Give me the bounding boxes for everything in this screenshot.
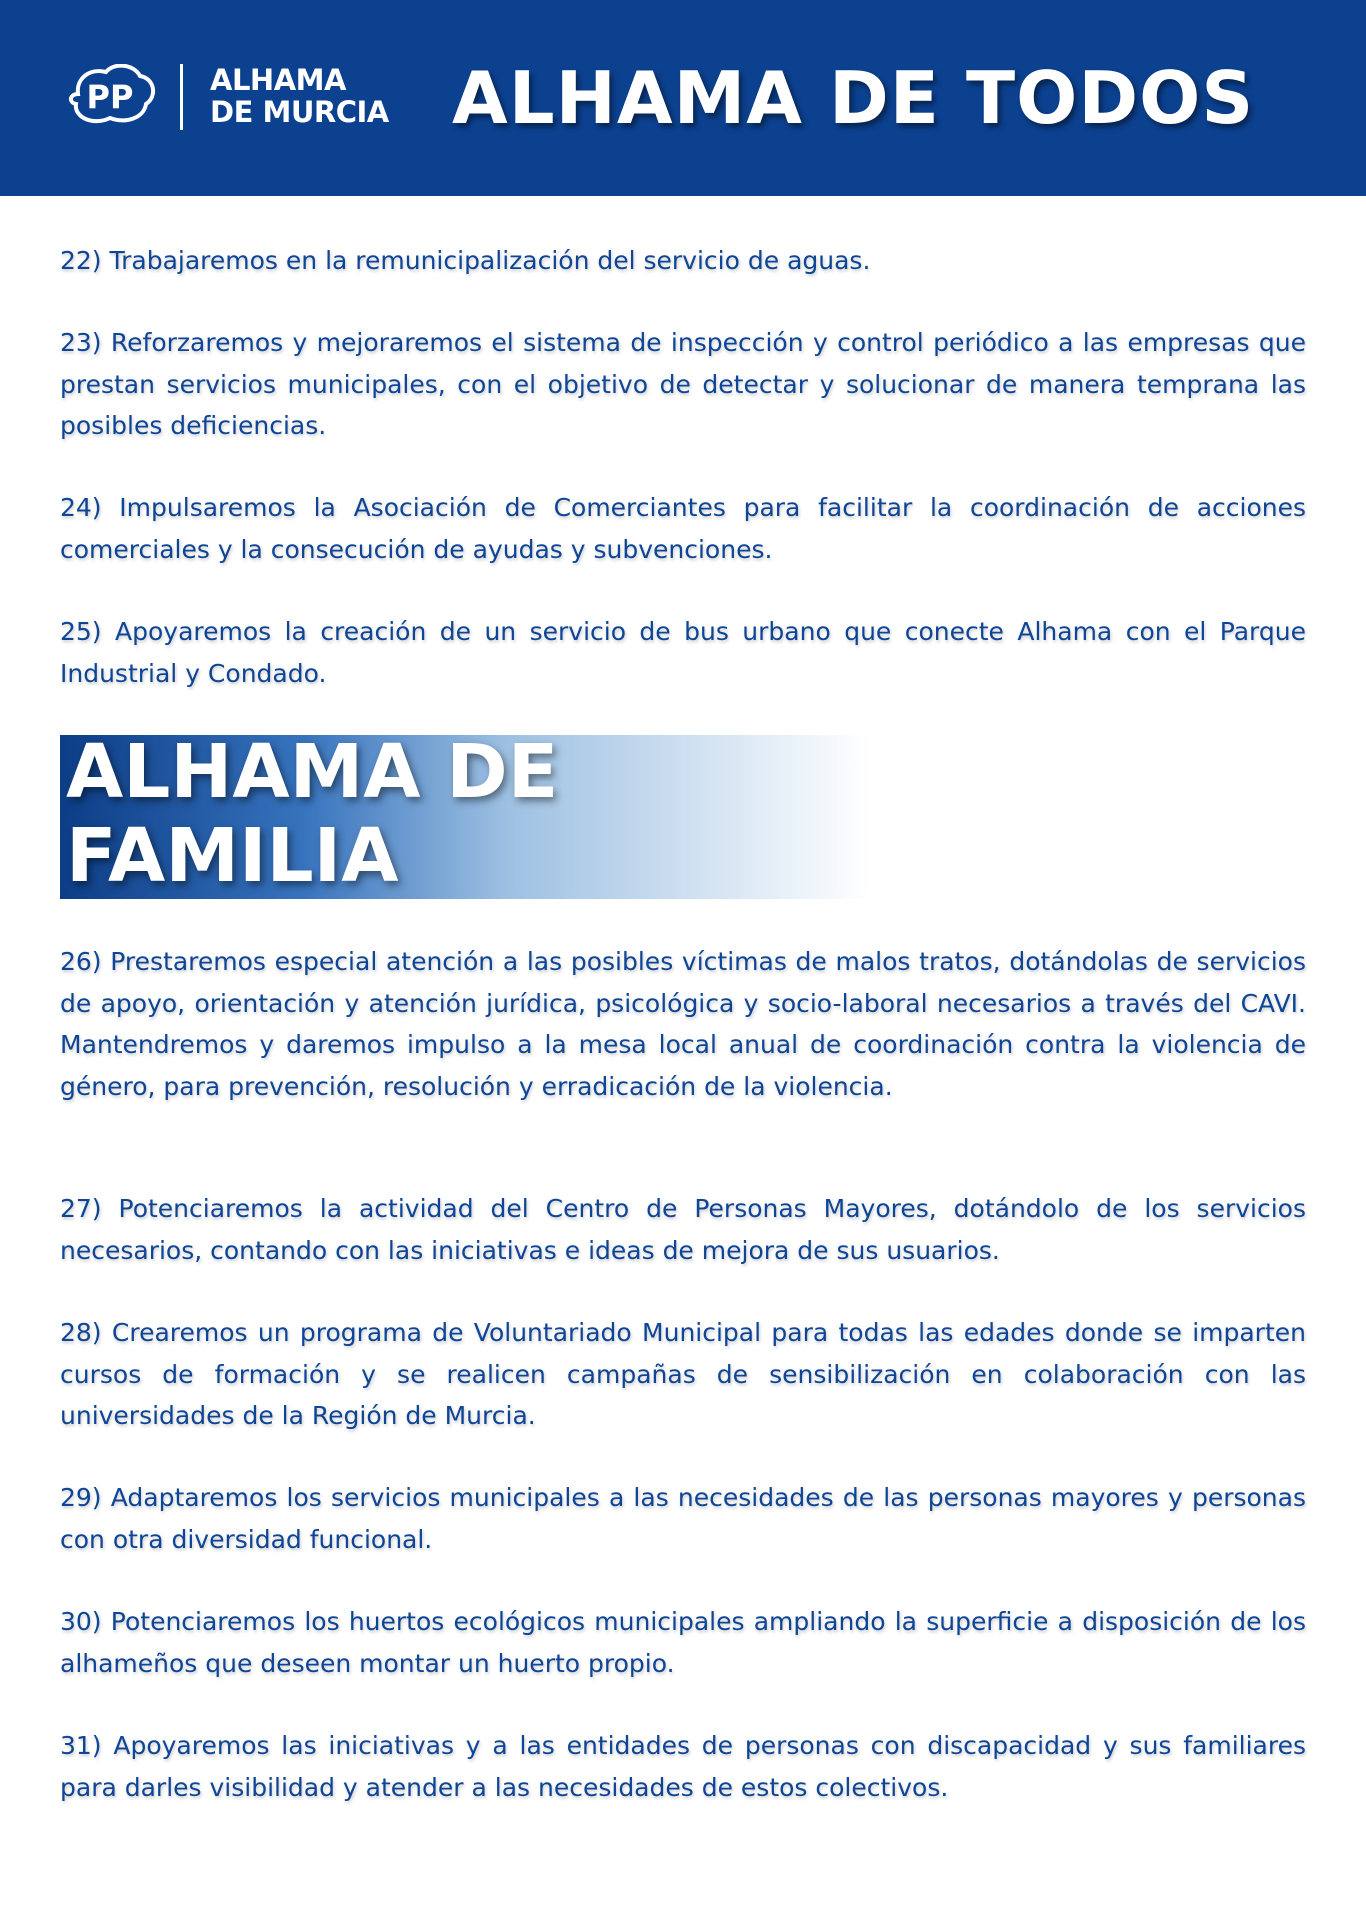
item-29: 29) Adaptaremos los servicios municipales a las necesidades de las personas mayores y personas con otra diversidad funcional.: [60, 1483, 1306, 1554]
logo-line-2: DE MURCIA: [210, 95, 389, 129]
item-22: 22) Trabajaremos en la remunicipalización del servicio de aguas.: [60, 246, 871, 275]
item-26: 26) Prestaremos especial atención a las posibles víctimas de malos tratos, dotándolas de servicios de apoyo, orientación y atención jurídica, psicológica y socio-laboral necesarios a través del CAVI. Mantendremos y daremos impulso a la mesa local anual de coordinación contra la violencia de género, para prevención, resolución y erradicación de la violencia.: [60, 947, 1306, 1101]
pp-logo-icon: [64, 64, 156, 126]
item-25: 25) Apoyaremos la creación de un servicio de bus urbano que conecte Alhama con el Parque Industrial y Condado.: [60, 617, 1306, 688]
header-bar: [0, 0, 1366, 196]
pp-logo-mark: PP: [86, 78, 134, 116]
item-30: 30) Potenciaremos los huertos ecológicos municipales ampliando la superficie a disposición de los alhameños que deseen montar un huerto propio.: [60, 1607, 1306, 1678]
section-heading-line-2: FAMILIA: [66, 813, 399, 899]
page-title: ALHAMA DE TODOS: [452, 56, 1255, 140]
section-heading: [66, 730, 558, 898]
logo-wordmark: [210, 64, 389, 128]
item-24: 24) Impulsaremos la Asociación de Comerciantes para facilitar la coordinación de acciones comerciales y la consecución de ayudas y subvenciones.: [60, 493, 1306, 564]
logo-line-1: ALHAMA: [210, 63, 346, 97]
item-31: 31) Apoyaremos las iniciativas y a las entidades de personas con discapacidad y sus familiares para darles visibilidad y atender a las necesidades de estos colectivos.: [60, 1731, 1306, 1802]
section-heading-line-1: ALHAMA DE: [66, 729, 559, 815]
item-23: 23) Reforzaremos y mejoraremos el sistema de inspección y control periódico a las empresas que prestan servicios municipales, con el objetivo de detectar y solucionar de manera temprana las posibles deficiencias.: [60, 328, 1306, 440]
logo-divider: [180, 64, 183, 130]
item-27: 27) Potenciaremos la actividad del Centro de Personas Mayores, dotándolo de los servicios necesarios, contando con las iniciativas e ideas de mejora de sus usuarios.: [60, 1194, 1306, 1265]
item-28: 28) Crearemos un programa de Voluntariado Municipal para todas las edades donde se imparten cursos de formación y se realicen campañas de sensibilización en colaboración con las universidades de la Región de Murcia.: [60, 1318, 1306, 1430]
